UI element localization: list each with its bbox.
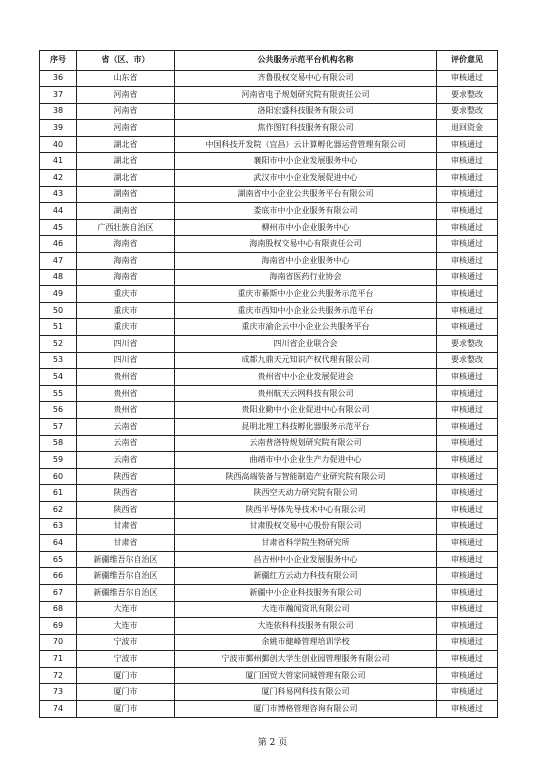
cell-province: 湖北省 bbox=[77, 170, 175, 187]
cell-serial-number: 47 bbox=[40, 253, 77, 270]
cell-evaluation: 审核通过 bbox=[437, 468, 498, 485]
table-row bbox=[40, 87, 498, 104]
cell-evaluation: 审核通过 bbox=[437, 369, 498, 386]
cell-evaluation: 审核通过 bbox=[437, 219, 498, 236]
table-row bbox=[40, 170, 498, 187]
cell-platform-name: 贵州航天云网科技有限公司 bbox=[175, 385, 437, 402]
cell-platform-name: 大连依科科技服务有限公司 bbox=[175, 618, 437, 635]
cell-serial-number: 65 bbox=[40, 551, 77, 568]
cell-province: 海南省 bbox=[77, 236, 175, 253]
cell-platform-name: 厦门国贸大管家同城管理有限公司 bbox=[175, 667, 437, 684]
cell-province: 大连市 bbox=[77, 601, 175, 618]
table-row bbox=[40, 369, 498, 386]
cell-evaluation: 审核通过 bbox=[437, 385, 498, 402]
cell-serial-number: 59 bbox=[40, 452, 77, 469]
cell-province: 湖北省 bbox=[77, 136, 175, 153]
cell-serial-number: 61 bbox=[40, 485, 77, 502]
cell-platform-name: 焦作图钉科技服务有限公司 bbox=[175, 120, 437, 137]
table-row bbox=[40, 153, 498, 170]
cell-province: 宁波市 bbox=[77, 634, 175, 651]
header-platform-name: 公共服务示范平台机构名称 bbox=[175, 51, 437, 71]
cell-province: 新疆维吾尔自治区 bbox=[77, 568, 175, 585]
cell-serial-number: 72 bbox=[40, 667, 77, 684]
cell-serial-number: 63 bbox=[40, 518, 77, 535]
cell-platform-name: 中国科技开发院（宜昌）云计算孵化器运营管理有限公司 bbox=[175, 136, 437, 153]
cell-evaluation: 审核通过 bbox=[437, 186, 498, 203]
cell-serial-number: 70 bbox=[40, 634, 77, 651]
cell-platform-name: 甘肃股权交易中心股份有限公司 bbox=[175, 518, 437, 535]
cell-evaluation: 要求整改 bbox=[437, 87, 498, 104]
table-row bbox=[40, 501, 498, 518]
cell-evaluation: 要求整改 bbox=[437, 336, 498, 353]
cell-evaluation: 审核通过 bbox=[437, 501, 498, 518]
cell-province: 新疆维吾尔自治区 bbox=[77, 584, 175, 601]
cell-serial-number: 74 bbox=[40, 701, 77, 718]
cell-province: 新疆维吾尔自治区 bbox=[77, 551, 175, 568]
evaluation-table bbox=[39, 50, 498, 718]
table-header-row bbox=[40, 51, 498, 71]
cell-evaluation: 审核通过 bbox=[437, 418, 498, 435]
cell-evaluation: 审核通过 bbox=[437, 236, 498, 253]
cell-province: 河南省 bbox=[77, 120, 175, 137]
cell-platform-name: 柳州市中小企业服务中心 bbox=[175, 219, 437, 236]
cell-province: 四川省 bbox=[77, 336, 175, 353]
cell-serial-number: 57 bbox=[40, 418, 77, 435]
cell-serial-number: 37 bbox=[40, 87, 77, 104]
table-row bbox=[40, 667, 498, 684]
cell-platform-name: 昆明北理工科技孵化器服务示范平台 bbox=[175, 418, 437, 435]
cell-platform-name: 新疆红方云动力科技有限公司 bbox=[175, 568, 437, 585]
cell-province: 陕西省 bbox=[77, 468, 175, 485]
cell-province: 大连市 bbox=[77, 618, 175, 635]
table-row bbox=[40, 535, 498, 552]
cell-serial-number: 60 bbox=[40, 468, 77, 485]
cell-serial-number: 56 bbox=[40, 402, 77, 419]
table-row bbox=[40, 452, 498, 469]
cell-platform-name: 厦门科易网科技有限公司 bbox=[175, 684, 437, 701]
cell-province: 陕西省 bbox=[77, 501, 175, 518]
cell-serial-number: 53 bbox=[40, 352, 77, 369]
cell-serial-number: 71 bbox=[40, 651, 77, 668]
cell-evaluation: 审核通过 bbox=[437, 203, 498, 220]
cell-platform-name: 陕西高端装备与智能制造产业研究院有限公司 bbox=[175, 468, 437, 485]
cell-platform-name: 重庆市渝企云中小企业公共服务平台 bbox=[175, 319, 437, 336]
cell-evaluation: 审核通过 bbox=[437, 634, 498, 651]
cell-evaluation: 审核通过 bbox=[437, 684, 498, 701]
cell-evaluation: 退回资金 bbox=[437, 120, 498, 137]
cell-platform-name: 海南股权交易中心有限责任公司 bbox=[175, 236, 437, 253]
cell-platform-name: 娄底市中小企业服务有限公司 bbox=[175, 203, 437, 220]
table-row bbox=[40, 352, 498, 369]
header-evaluation: 评价意见 bbox=[437, 51, 498, 71]
cell-platform-name: 陕西空天动力研究院有限公司 bbox=[175, 485, 437, 502]
cell-serial-number: 73 bbox=[40, 684, 77, 701]
cell-evaluation: 审核通过 bbox=[437, 584, 498, 601]
cell-evaluation: 审核通过 bbox=[437, 153, 498, 170]
table-row bbox=[40, 402, 498, 419]
cell-serial-number: 69 bbox=[40, 618, 77, 635]
cell-evaluation: 审核通过 bbox=[437, 568, 498, 585]
cell-platform-name: 襄阳市中小企业发展服务中心 bbox=[175, 153, 437, 170]
table-row bbox=[40, 336, 498, 353]
cell-serial-number: 48 bbox=[40, 269, 77, 286]
table-row bbox=[40, 269, 498, 286]
cell-evaluation: 审核通过 bbox=[437, 535, 498, 552]
cell-platform-name: 宁波市鄞州鄞创大学生创业园管理服务有限公司 bbox=[175, 651, 437, 668]
cell-serial-number: 62 bbox=[40, 501, 77, 518]
cell-serial-number: 42 bbox=[40, 170, 77, 187]
cell-evaluation: 审核通过 bbox=[437, 253, 498, 270]
cell-serial-number: 43 bbox=[40, 186, 77, 203]
cell-platform-name: 河南省电子规划研究院有限责任公司 bbox=[175, 87, 437, 104]
cell-platform-name: 陕西半导体先导技术中心有限公司 bbox=[175, 501, 437, 518]
cell-province: 厦门市 bbox=[77, 701, 175, 718]
cell-platform-name: 厦门市博格管理咨询有限公司 bbox=[175, 701, 437, 718]
page-number: 第 2 页 bbox=[257, 738, 288, 748]
table-row bbox=[40, 286, 498, 303]
table-row bbox=[40, 302, 498, 319]
cell-evaluation: 审核通过 bbox=[437, 651, 498, 668]
cell-evaluation: 审核通过 bbox=[437, 518, 498, 535]
cell-province: 云南省 bbox=[77, 435, 175, 452]
cell-platform-name: 齐鲁股权交易中心有限公司 bbox=[175, 70, 437, 87]
cell-serial-number: 36 bbox=[40, 70, 77, 87]
header-province: 省（区、市） bbox=[77, 51, 175, 71]
cell-platform-name: 重庆市綦斯中小企业公共服务示范平台 bbox=[175, 286, 437, 303]
table-row bbox=[40, 468, 498, 485]
cell-province: 云南省 bbox=[77, 418, 175, 435]
cell-province: 海南省 bbox=[77, 269, 175, 286]
cell-province: 湖南省 bbox=[77, 203, 175, 220]
cell-evaluation: 审核通过 bbox=[437, 269, 498, 286]
table-row bbox=[40, 120, 498, 137]
cell-platform-name: 贵州省中小企业发展促进会 bbox=[175, 369, 437, 386]
header-serial-number: 序号 bbox=[40, 51, 77, 71]
cell-province: 四川省 bbox=[77, 352, 175, 369]
cell-serial-number: 38 bbox=[40, 103, 77, 120]
cell-evaluation: 要求整改 bbox=[437, 103, 498, 120]
cell-serial-number: 50 bbox=[40, 302, 77, 319]
cell-serial-number: 68 bbox=[40, 601, 77, 618]
cell-serial-number: 49 bbox=[40, 286, 77, 303]
table-row bbox=[40, 485, 498, 502]
cell-province: 重庆市 bbox=[77, 286, 175, 303]
cell-evaluation: 审核通过 bbox=[437, 701, 498, 718]
cell-serial-number: 39 bbox=[40, 120, 77, 137]
cell-province: 宁波市 bbox=[77, 651, 175, 668]
cell-province: 湖北省 bbox=[77, 153, 175, 170]
cell-evaluation: 审核通过 bbox=[437, 302, 498, 319]
table-row bbox=[40, 103, 498, 120]
table-row bbox=[40, 601, 498, 618]
cell-platform-name: 武汉市中小企业发展促进中心 bbox=[175, 170, 437, 187]
table-row bbox=[40, 319, 498, 336]
cell-serial-number: 58 bbox=[40, 435, 77, 452]
table-row bbox=[40, 568, 498, 585]
cell-serial-number: 55 bbox=[40, 385, 77, 402]
cell-province: 山东省 bbox=[77, 70, 175, 87]
cell-evaluation: 审核通过 bbox=[437, 667, 498, 684]
cell-evaluation: 审核通过 bbox=[437, 551, 498, 568]
cell-platform-name: 湖南省中小企业公共服务平台有限公司 bbox=[175, 186, 437, 203]
table-row bbox=[40, 634, 498, 651]
table-row bbox=[40, 584, 498, 601]
table-row bbox=[40, 385, 498, 402]
cell-evaluation: 审核通过 bbox=[437, 286, 498, 303]
cell-province: 贵州省 bbox=[77, 402, 175, 419]
cell-evaluation: 审核通过 bbox=[437, 618, 498, 635]
table-row bbox=[40, 651, 498, 668]
cell-province: 河南省 bbox=[77, 103, 175, 120]
cell-serial-number: 45 bbox=[40, 219, 77, 236]
cell-evaluation: 要求整改 bbox=[437, 352, 498, 369]
cell-serial-number: 44 bbox=[40, 203, 77, 220]
cell-province: 贵州省 bbox=[77, 369, 175, 386]
cell-serial-number: 67 bbox=[40, 584, 77, 601]
table-row bbox=[40, 518, 498, 535]
cell-province: 河南省 bbox=[77, 87, 175, 104]
cell-evaluation: 审核通过 bbox=[437, 170, 498, 187]
cell-platform-name: 甘肃省科学院生物研究所 bbox=[175, 535, 437, 552]
cell-province: 厦门市 bbox=[77, 667, 175, 684]
cell-platform-name: 云南普洛特规划研究院有限公司 bbox=[175, 435, 437, 452]
table-row bbox=[40, 203, 498, 220]
cell-serial-number: 46 bbox=[40, 236, 77, 253]
cell-province: 甘肃省 bbox=[77, 535, 175, 552]
cell-serial-number: 64 bbox=[40, 535, 77, 552]
cell-platform-name: 海南省中小企业服务中心 bbox=[175, 253, 437, 270]
cell-serial-number: 52 bbox=[40, 336, 77, 353]
cell-evaluation: 审核通过 bbox=[437, 435, 498, 452]
table-row bbox=[40, 219, 498, 236]
cell-province: 陕西省 bbox=[77, 485, 175, 502]
table-row bbox=[40, 418, 498, 435]
table-row bbox=[40, 136, 498, 153]
cell-serial-number: 54 bbox=[40, 369, 77, 386]
table-row bbox=[40, 186, 498, 203]
cell-platform-name: 洛阳宏盛科技服务有限公司 bbox=[175, 103, 437, 120]
table-row bbox=[40, 70, 498, 87]
table-row bbox=[40, 236, 498, 253]
cell-province: 重庆市 bbox=[77, 319, 175, 336]
cell-serial-number: 66 bbox=[40, 568, 77, 585]
cell-serial-number: 40 bbox=[40, 136, 77, 153]
cell-platform-name: 成都九鼎天元知识产权代理有限公司 bbox=[175, 352, 437, 369]
cell-platform-name: 海南省医药行业协会 bbox=[175, 269, 437, 286]
cell-evaluation: 审核通过 bbox=[437, 402, 498, 419]
evaluation-table-container bbox=[39, 50, 497, 718]
cell-province: 云南省 bbox=[77, 452, 175, 469]
cell-province: 广西壮族自治区 bbox=[77, 219, 175, 236]
cell-platform-name: 余姚市健峰管理培训学校 bbox=[175, 634, 437, 651]
cell-platform-name: 重庆市西知中小企业公共服务示范平台 bbox=[175, 302, 437, 319]
cell-platform-name: 昌吉州中小企业发展服务中心 bbox=[175, 551, 437, 568]
cell-platform-name: 新疆中小企业科技服务有限公司 bbox=[175, 584, 437, 601]
cell-platform-name: 曲靖市中小企业生产力促进中心 bbox=[175, 452, 437, 469]
cell-evaluation: 审核通过 bbox=[437, 319, 498, 336]
cell-province: 甘肃省 bbox=[77, 518, 175, 535]
table-row bbox=[40, 435, 498, 452]
cell-evaluation: 审核通过 bbox=[437, 136, 498, 153]
table-row bbox=[40, 701, 498, 718]
cell-evaluation: 审核通过 bbox=[437, 601, 498, 618]
table-body bbox=[40, 70, 498, 717]
cell-serial-number: 41 bbox=[40, 153, 77, 170]
cell-platform-name: 四川省企业联合会 bbox=[175, 336, 437, 353]
cell-evaluation: 审核通过 bbox=[437, 452, 498, 469]
table-row bbox=[40, 684, 498, 701]
cell-province: 海南省 bbox=[77, 253, 175, 270]
cell-province: 重庆市 bbox=[77, 302, 175, 319]
cell-platform-name: 贵阳业勤中小企业促进中心有限公司 bbox=[175, 402, 437, 419]
table-row bbox=[40, 253, 498, 270]
cell-evaluation: 审核通过 bbox=[437, 70, 498, 87]
cell-serial-number: 51 bbox=[40, 319, 77, 336]
cell-province: 贵州省 bbox=[77, 385, 175, 402]
cell-province: 湖南省 bbox=[77, 186, 175, 203]
cell-evaluation: 审核通过 bbox=[437, 485, 498, 502]
table-row bbox=[40, 551, 498, 568]
table-row bbox=[40, 618, 498, 635]
cell-province: 厦门市 bbox=[77, 684, 175, 701]
cell-platform-name: 大连市瀚闻资讯有限公司 bbox=[175, 601, 437, 618]
